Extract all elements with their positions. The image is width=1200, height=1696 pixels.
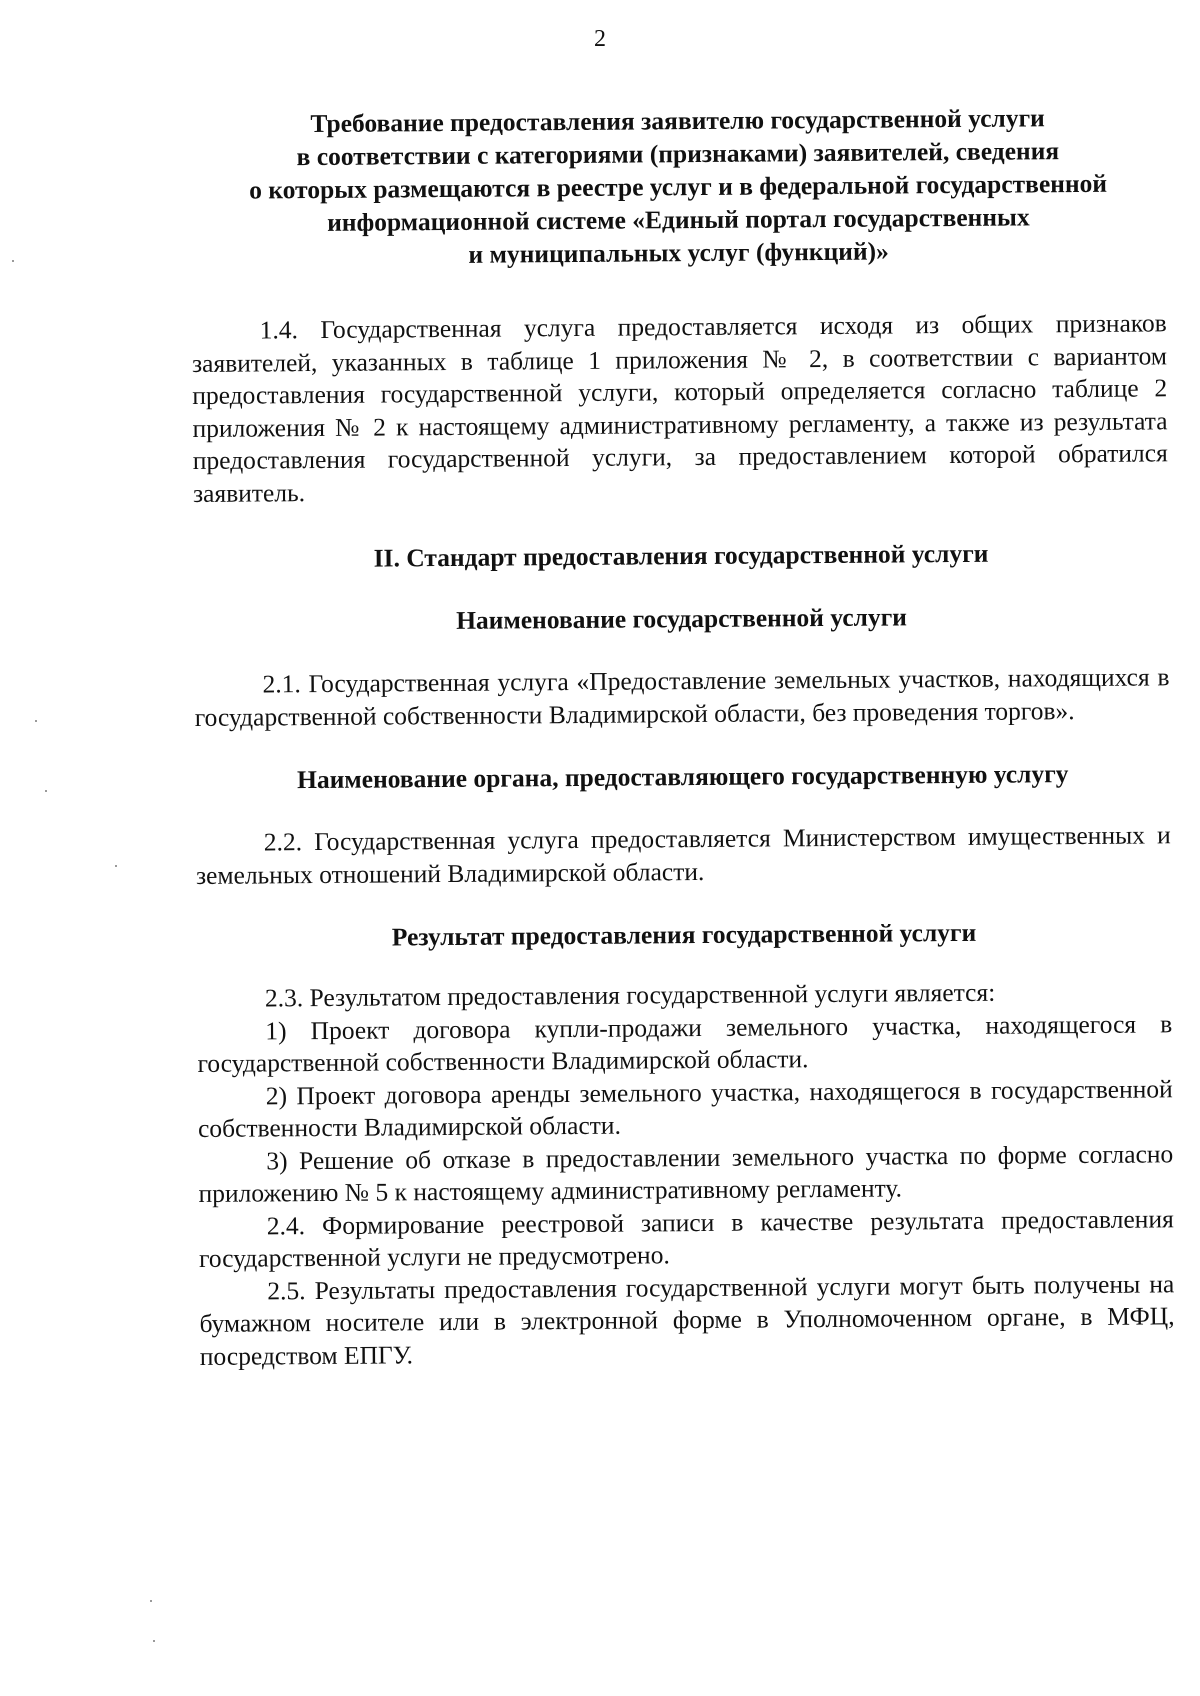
service-name-heading: Наименование государственной услуги	[456, 602, 908, 635]
title-line: и муниципальных услуг (функций)»	[468, 236, 889, 269]
paragraph-2-1: 2.1. Государственная услуга «Предоставление земельных участков, находящихся в государственной собственности Владимирской области, без проведения торгов».	[194, 662, 1170, 732]
document-body	[190, 100, 1175, 1373]
scan-speck	[35, 720, 37, 722]
scan-speck	[150, 1600, 152, 1602]
section-2-heading: II. Стандарт предоставления государственной услуги	[373, 538, 989, 573]
scan-speck	[153, 1640, 155, 1642]
paragraph-2-2: 2.2. Государственная услуга предоставляется Министерством имущественных и земельных отношений Владимирской области.	[195, 820, 1171, 890]
scan-speck	[45, 790, 47, 792]
document-title	[190, 100, 1166, 273]
service-result-heading: Результат предоставления государственной услуги	[391, 917, 977, 952]
title-line: в соответствии с категориями (признаками) заявителей, сведения	[296, 136, 1060, 172]
title-line: Требование предоставления заявителю государственной услуги	[310, 103, 1045, 139]
title-line: о которых размещаются в реестре услуг и в федеральной государственной	[249, 168, 1108, 205]
paragraph-1-4: 1.4. Государственная услуга предоставляется исходя из общих признаков заявителей, указанных в таблице 1 приложения № 2, в соответствии с вариантом предоставления государственной услуги, который определяется согласно таблице 2 приложения № 2 к настоящему административному регламенту, а также из результата предоставления государственной услуги, за предоставлением которой обратился заявитель.	[191, 308, 1168, 508]
paragraph-2-3: 2.3. Результатом предоставления государственной услуги является:	[264, 977, 996, 1013]
service-organ-heading: Наименование органа, предоставляющего государственную услугу	[296, 759, 1069, 795]
page-number: 2	[594, 26, 606, 52]
scan-speck	[12, 260, 14, 262]
title-line: информационной системе «Единый портал государственных	[327, 202, 1030, 237]
result-item-3: 3) Решение об отказе в предоставлении земельного участка по форме согласно приложению № 5 к настоящему административному регламенту.	[198, 1138, 1174, 1208]
scan-speck	[115, 865, 117, 867]
result-item-1: 1) Проект договора купли-продажи земельного участка, находящегося в государственной собственности Владимирской области.	[197, 1008, 1173, 1078]
result-item-2: 2) Проект договора аренды земельного участка, находящегося в государственной собственности Владимирской области.	[197, 1073, 1173, 1143]
paragraph-2-5: 2.5. Результаты предоставления государственной услуги могут быть получены на бумажном носителе или в электронной форме в Уполномоченном органе, в МФЦ, посредством ЕПГУ.	[199, 1268, 1175, 1371]
paragraph-2-4: 2.4. Формирование реестровой записи в качестве результата предоставления государственной услуги не предусмотрено.	[198, 1203, 1174, 1273]
